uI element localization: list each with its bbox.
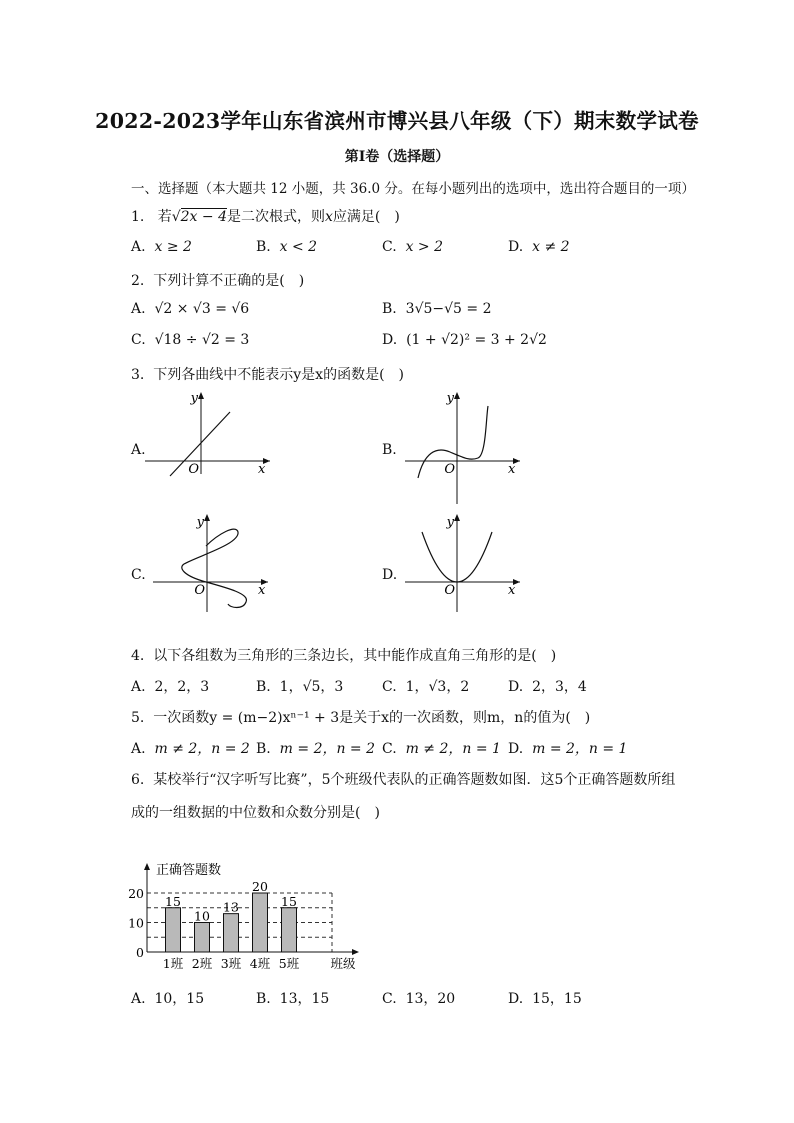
option-text: 10，15 [154, 991, 205, 1007]
option-c[interactable] [382, 676, 469, 696]
option-text: √18 ÷ √2 = 3 [154, 332, 250, 348]
option-label: A. [131, 679, 146, 695]
origin-label: O [444, 462, 455, 477]
option-c[interactable] [382, 988, 455, 1008]
sqrt-sign: √ [171, 209, 181, 225]
graph-a [140, 388, 280, 478]
y-tick-label: 20 [128, 886, 144, 901]
graph-c [148, 512, 278, 617]
bar [166, 908, 181, 952]
question-text: 应满足( ) [332, 209, 400, 225]
graph-d-label[interactable]: D. [382, 567, 398, 583]
option-text: 1，√3，2 [405, 679, 470, 695]
option-text: 2，2，3 [154, 679, 210, 695]
x-axis-arrow-icon [352, 949, 359, 955]
x-tick-label: 3班 [220, 956, 242, 971]
axis-x-label: x [508, 583, 516, 598]
option-label: A. [131, 301, 146, 317]
x-tick-label: 2班 [191, 956, 213, 971]
x-tick-label: 1班 [162, 956, 184, 971]
option-c[interactable] [131, 332, 249, 348]
option-b[interactable] [256, 738, 375, 758]
option-label: D. [508, 741, 524, 757]
axis-x-label: x [508, 462, 516, 477]
origin-label: O [188, 462, 199, 477]
axis-x-label: x [258, 583, 266, 598]
bar-value-label: 15 [165, 893, 181, 909]
option-label: A. [131, 991, 146, 1007]
x-tick-label: 4班 [249, 956, 271, 971]
question-text: 以下各组数为三角形的三条边长，其中能作成直角三角形的是( ) [153, 648, 557, 664]
option-d[interactable] [508, 239, 570, 255]
radicand: 2x − 4 [180, 209, 227, 225]
option-text: m ≠ 2，n = 1 [405, 741, 501, 757]
option-a[interactable] [131, 239, 192, 255]
option-label: D. [508, 679, 524, 695]
exam-title: 2022-2023学年山东省滨州市博兴县八年级（下）期末数学试卷 [95, 109, 699, 133]
question-text: 某校举行“汉字听写比赛”，5个班级代表队的正确答题数如图．这5个正确答题数所组 [153, 772, 676, 788]
option-text: x < 2 [279, 239, 318, 255]
option-label: B. [382, 301, 397, 317]
option-c[interactable] [382, 738, 501, 758]
option-label: D. [508, 239, 524, 255]
bar-value-label: 13 [223, 899, 239, 915]
option-text: m ≠ 2，n = 2 [154, 741, 250, 757]
question-number: 6. [131, 772, 145, 788]
straight-line-curve [170, 412, 230, 476]
question-number: 5. [131, 710, 145, 726]
option-label: B. [256, 679, 271, 695]
graph-b-label[interactable]: B. [382, 442, 397, 458]
x-axis-title: 班级 [330, 956, 356, 971]
option-text: x > 2 [405, 239, 444, 255]
option-d[interactable] [508, 738, 627, 758]
question-text: 下列计算不正确的是( ) [153, 273, 305, 289]
volume-subtitle: 第Ⅰ卷（选择题） [344, 149, 450, 165]
variable: x [324, 209, 333, 225]
option-a[interactable] [131, 301, 249, 317]
origin-label: O [194, 583, 205, 598]
axis-y-label: y [190, 391, 198, 406]
option-text: x ≥ 2 [154, 239, 192, 255]
axis-x-label: x [258, 462, 266, 477]
option-b[interactable] [256, 676, 343, 696]
option-b[interactable] [256, 239, 317, 255]
option-d[interactable] [508, 988, 582, 1008]
option-a[interactable] [131, 988, 204, 1008]
question-text: 若 [157, 209, 172, 225]
option-label: C. [131, 332, 146, 348]
option-text: m = 2，n = 2 [279, 741, 376, 757]
question-6-line2: 成的一组数据的中位数和众数分别是( ) [131, 805, 380, 821]
question-2 [131, 270, 304, 290]
bar-value-label: 20 [252, 879, 268, 894]
option-text: 2，3，4 [532, 679, 587, 695]
x-tick-label: 5班 [278, 956, 300, 971]
option-label: C. [382, 239, 397, 255]
option-label: B. [256, 991, 271, 1007]
bar [282, 908, 297, 952]
question-text: 是二次根式，则 [226, 209, 325, 225]
bar [224, 914, 239, 952]
option-label: C. [382, 679, 397, 695]
option-b[interactable] [256, 988, 329, 1008]
option-label: C. [382, 741, 397, 757]
question-number: 1. [131, 209, 145, 225]
option-a[interactable] [131, 676, 209, 696]
option-text: m = 2，n = 1 [532, 741, 628, 757]
question-4 [131, 645, 556, 665]
bar [195, 923, 210, 953]
y-tick-label: 0 [136, 945, 144, 960]
option-label: A. [131, 741, 146, 757]
option-label: B. [256, 741, 271, 757]
graph-c-label[interactable]: C. [131, 567, 146, 583]
question-number: 3. [131, 367, 145, 383]
question-6 [131, 769, 675, 789]
option-label: D. [382, 332, 398, 348]
option-d[interactable] [508, 676, 587, 696]
graph-a-label[interactable]: A. [131, 442, 146, 458]
question-number: 2. [131, 273, 145, 289]
question-3 [131, 364, 404, 384]
option-text: 15，15 [532, 991, 582, 1007]
option-text: 3√5−√5 = 2 [405, 301, 492, 317]
axis-y-label: y [446, 391, 454, 406]
bar-value-label: 10 [194, 908, 210, 924]
option-a[interactable] [131, 738, 250, 758]
s-shaped-curve [182, 529, 247, 607]
option-text: √2 × √3 = √6 [154, 301, 250, 317]
option-text: 13，20 [405, 991, 456, 1007]
bar [253, 893, 268, 952]
y-axis-title: 正确答题数 [156, 863, 222, 878]
option-label: B. [256, 239, 271, 255]
question-text: 下列各曲线中不能表示y是x的函数是( ) [153, 367, 404, 383]
question-1 [131, 206, 400, 226]
origin-label: O [444, 583, 455, 598]
option-label: A. [131, 239, 146, 255]
graph-b [400, 388, 530, 508]
option-label: C. [382, 991, 397, 1007]
option-text: x ≠ 2 [532, 239, 570, 255]
question-text: 一次函数y = (m−2)xⁿ⁻¹ + 3是关于x的一次函数，则m，n的值为( ) [153, 710, 591, 726]
axis-y-label: y [446, 515, 454, 530]
option-text: 1，√5，3 [279, 679, 344, 695]
section-heading: 一、选择题（本大题共 12 小题，共 36.0 分。在每小题列出的选项中，选出符合题目的一项） [131, 181, 695, 197]
option-d[interactable] [382, 332, 547, 348]
option-text: 13，15 [279, 991, 330, 1007]
option-text: (1 + √2)² = 3 + 2√2 [406, 332, 547, 348]
question-5 [131, 707, 590, 727]
question-number: 4. [131, 648, 145, 664]
option-label: D. [508, 991, 524, 1007]
y-axis-arrow-icon [144, 863, 150, 870]
option-c[interactable] [382, 239, 443, 255]
y-tick-label: 10 [128, 915, 144, 931]
graph-d [400, 512, 530, 617]
bar-chart [125, 855, 375, 980]
axis-y-label: y [196, 515, 204, 530]
option-b[interactable] [382, 301, 492, 317]
bar-value-label: 15 [281, 893, 297, 909]
